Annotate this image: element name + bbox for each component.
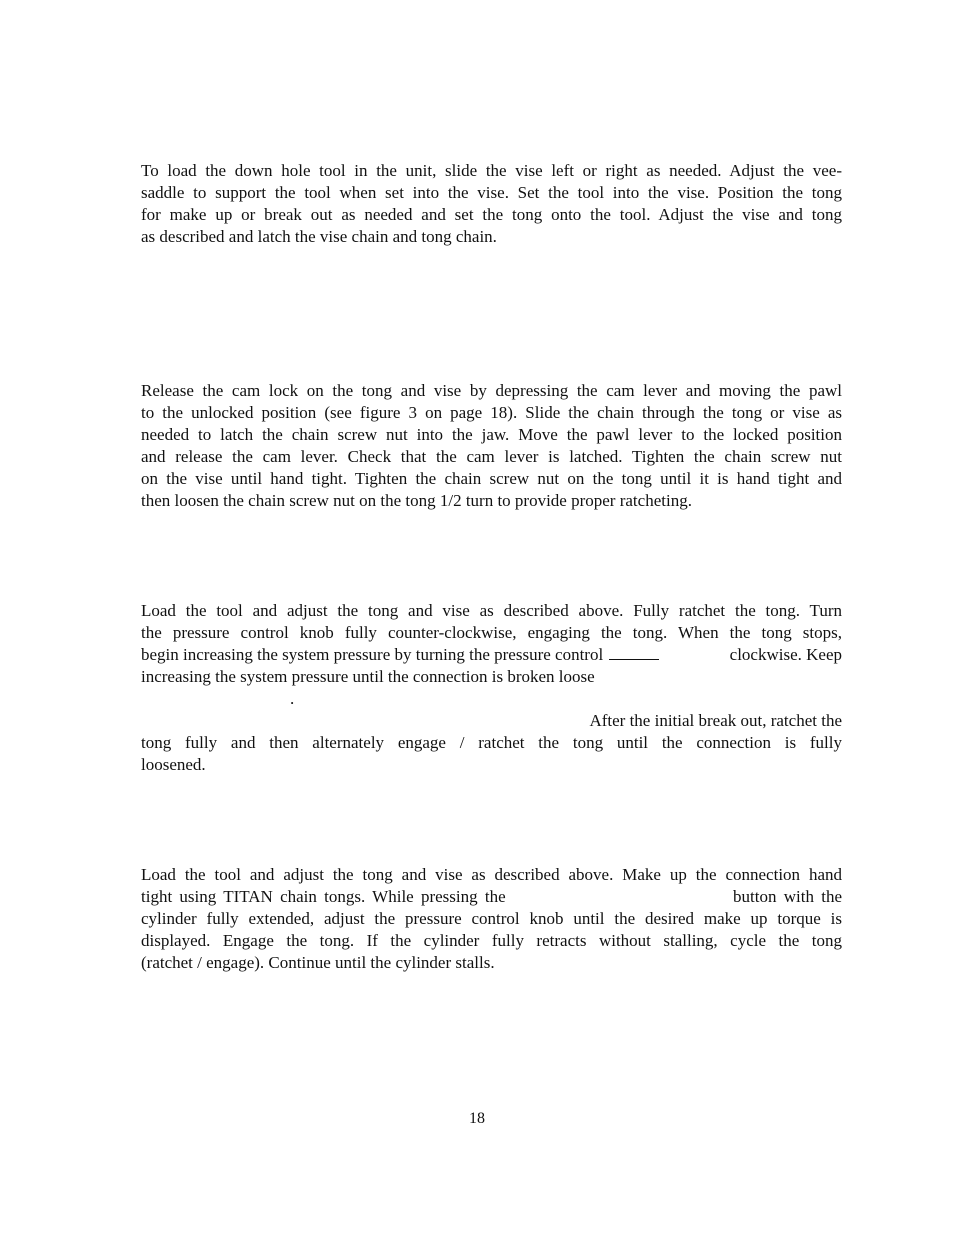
para4-line4: displayed. Engage the tong. If the cylinder fully retracts without stalling, cycle the tong bbox=[141, 931, 842, 950]
para2-line5: on the vise until hand tight. Tighten the chain screw nut on the tong until it is hand tight and bbox=[141, 469, 842, 488]
para3-line7: tong fully and then alternately engage / ratchet the tong until the connection is fully bbox=[141, 733, 842, 752]
para2-line4: and release the cam lever. Check that the cam lever is latched. Tighten the chain screw nut bbox=[141, 447, 842, 466]
para4-line2-start: tight using TITAN chain tongs. While pressing the bbox=[141, 887, 506, 906]
para3-line8: loosened. bbox=[141, 755, 206, 774]
para2-line2: to the unlocked position (see figure 3 on page 18). Slide the chain through the tong or vise as bbox=[141, 403, 842, 422]
para3-line2: the pressure control knob fully counter-clockwise, engaging the tong. When the tong stops, bbox=[141, 623, 842, 642]
para3-line5: . bbox=[290, 689, 295, 708]
para3-line1: Load the tool and adjust the tong and vise as described above. Fully ratchet the tong. Turn bbox=[141, 601, 842, 620]
para3-line3 bbox=[141, 644, 842, 666]
para4-line3: cylinder fully extended, adjust the pressure control knob until the desired make up torque is bbox=[141, 909, 842, 928]
para4-line1: Load the tool and adjust the tong and vise as described above. Make up the connection hand bbox=[141, 865, 842, 884]
para2-line6: then loosen the chain screw nut on the tong 1/2 turn to provide proper ratcheting. bbox=[141, 491, 692, 510]
para1-line4: as described and latch the vise chain and tong chain. bbox=[141, 227, 497, 246]
fill-in-blank bbox=[609, 645, 659, 660]
para2-line3: needed to latch the chain screw nut into the jaw. Move the pawl lever to the locked position bbox=[141, 425, 842, 444]
page-number: 18 bbox=[469, 1110, 485, 1127]
para1-line2: saddle to support the tool when set into the vise. Set the tool into the vise. Position the tong bbox=[141, 183, 842, 202]
para3-line3-end: clockwise. Keep bbox=[729, 645, 842, 664]
para3-line6: After the initial break out, ratchet the bbox=[589, 711, 842, 730]
para1-line3: for make up or break out as needed and set the tong onto the tool. Adjust the vise and tong bbox=[141, 205, 842, 224]
para2-line1: Release the cam lock on the tong and vise by depressing the cam lever and moving the pawl bbox=[141, 381, 842, 400]
para4-line2-end: button with the bbox=[733, 887, 842, 906]
para4-line5: (ratchet / engage). Continue until the cylinder stalls. bbox=[141, 953, 495, 972]
para1-line1: To load the down hole tool in the unit, slide the vise left or right as needed. Adjust the vee- bbox=[141, 161, 842, 180]
para3-line3-start: begin increasing the system pressure by turning the pressure control bbox=[141, 645, 604, 664]
para3-line4: increasing the system pressure until the connection is broken loose bbox=[141, 667, 595, 686]
para4-line2 bbox=[141, 886, 842, 908]
